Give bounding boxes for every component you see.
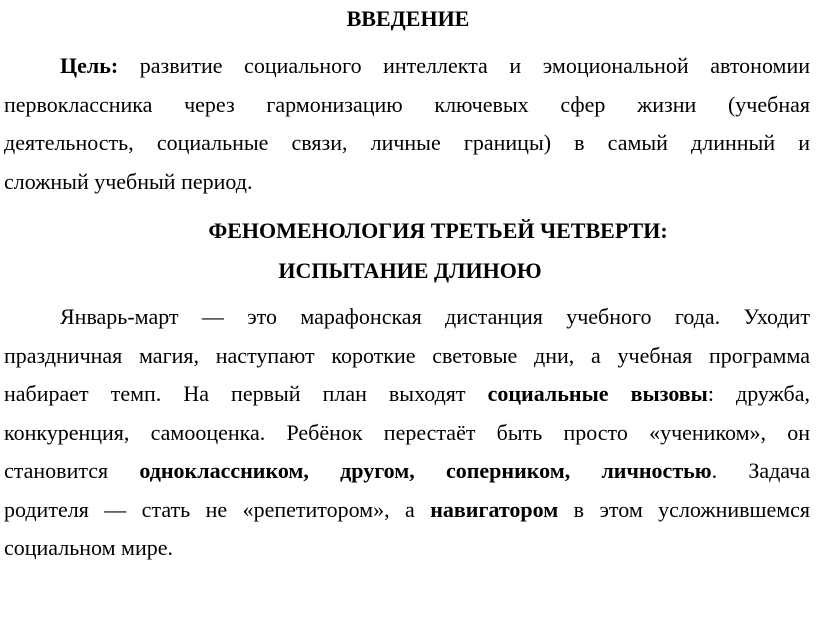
body-line-6-end: в этом усложнившемся: [573, 496, 811, 522]
goal-line-3: деятельность, социальные связи, личные границы) в самый длинный и: [4, 130, 810, 155]
body-paragraph: [4, 298, 810, 568]
emphasis-roles: одноклассником, другом, соперником, личностью: [139, 458, 712, 483]
emphasis-social-challenges: социальные вызовы: [487, 381, 708, 406]
heading-phenomenology: ФЕНОМЕНОЛОГИЯ ТРЕТЬЕЙ ЧЕТВЕРТИ:: [208, 218, 668, 243]
body-line-5-start: становится: [4, 458, 109, 483]
heading-introduction: ВВЕДЕНИЕ: [346, 6, 470, 31]
heading-trial: ИСПЫТАНИЕ ДЛИНОЮ: [278, 258, 542, 283]
body-line-1: Январь-март — это марафонская дистанция учебного года. Уходит: [60, 304, 810, 329]
goal-label: Цель:: [60, 53, 119, 78]
goal-line-4: сложный учебный период.: [4, 168, 253, 194]
body-line-5-end: . Задача: [711, 458, 811, 483]
body-line-3-end: : дружба,: [707, 381, 811, 406]
body-line-2: праздничная магия, наступают короткие световые дни, а учебная программа: [4, 342, 810, 368]
body-line-3: [4, 375, 810, 414]
goal-line-1: [4, 47, 810, 86]
emphasis-navigator: навигатором: [430, 496, 559, 522]
goal-text-1: развитие социального интеллекта и эмоциональной автономии: [139, 53, 810, 78]
body-line-6-start: родителя — стать не «репетитором», а: [4, 496, 415, 522]
body-line-3-start: набирает темп. На первый план выходят: [4, 381, 466, 406]
body-line-7: социальном мире.: [4, 535, 174, 560]
body-line-5: [4, 452, 810, 491]
body-line-6: [4, 491, 810, 530]
body-line-4: конкуренция, самооценка. Ребёнок перестаёт быть просто «учеником», он: [4, 419, 810, 445]
goal-paragraph: [4, 47, 810, 201]
goal-line-2: первоклассника через гармонизацию ключевых сфер жизни (учебная: [4, 91, 810, 117]
